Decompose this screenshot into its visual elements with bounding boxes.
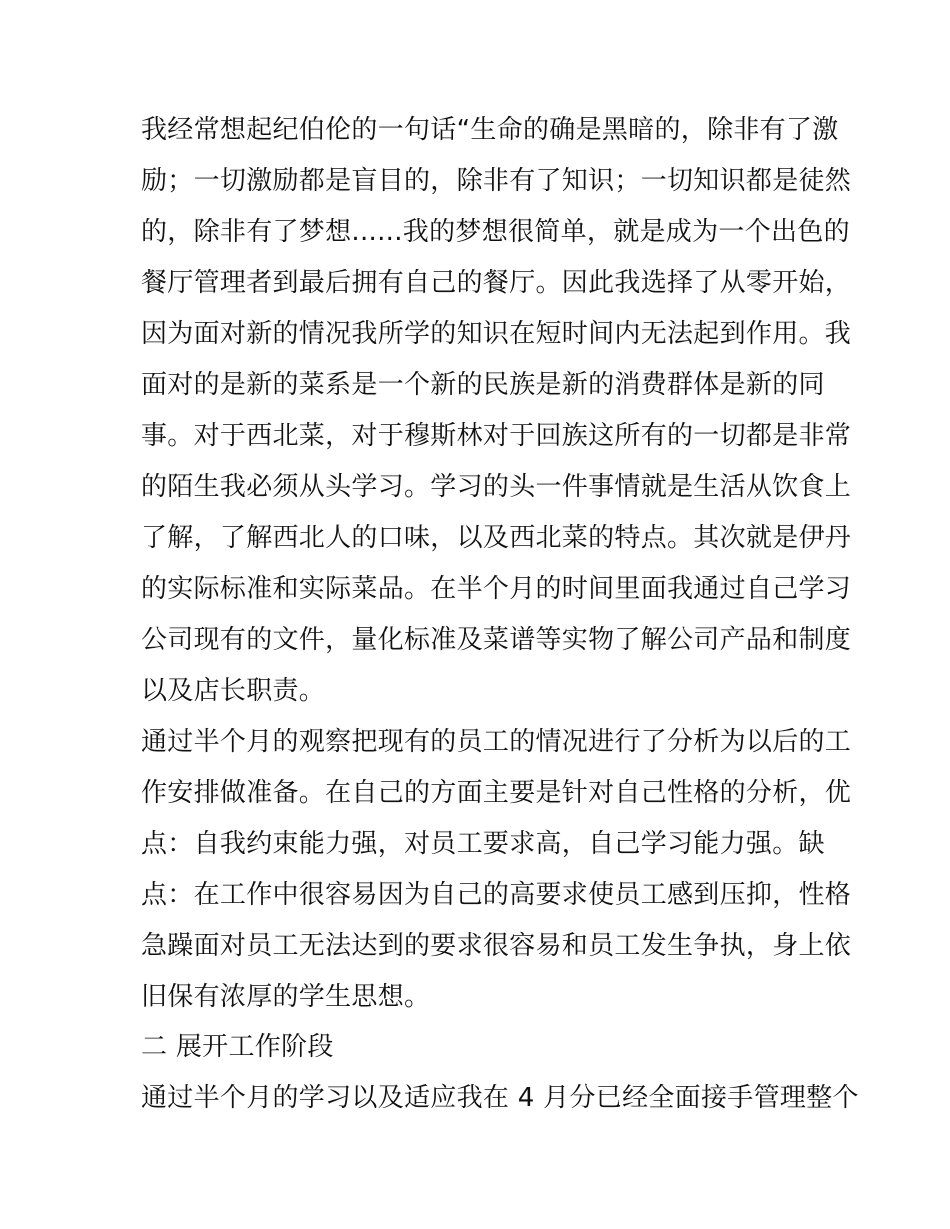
text-line: 以及店长职责。 [141, 676, 326, 706]
text-line: 点：在工作中很容易因为自己的高要求使员工感到压抑，性格 [141, 880, 852, 910]
text-line: 的陌生我必须从头学习。学习的头一件事情就是生活从饮食上 [141, 472, 852, 502]
text-line: 面对的是新的菜系是一个新的民族是新的消费群体是新的同 [141, 370, 825, 400]
text-line: 旧保有浓厚的学生思想。 [141, 982, 431, 1012]
text-line: 通过半个月的学习以及适应我在 4 月分已经全面接手管理整个 [141, 1083, 859, 1113]
text-line: 的，除非有了梦想......我的梦想很简单，就是成为一个出色的 [141, 217, 850, 247]
text-line: 通过半个月的观察把现有的员工的情况进行了分析为以后的工 [141, 727, 852, 757]
text-line: 励；一切激励都是盲目的，除非有了知识；一切知识都是徒然 [141, 166, 852, 196]
text-line: 急躁面对员工无法达到的要求很容易和员工发生争执，身上依 [141, 931, 852, 961]
text-line: 餐厅管理者到最后拥有自己的餐厅。因此我选择了从零开始， [141, 268, 852, 298]
text-line: 了解，了解西北人的口味，以及西北菜的特点。其次就是伊丹 [141, 523, 852, 553]
text-line: 的实际标准和实际菜品。在半个月的时间里面我通过自己学习 [141, 574, 852, 604]
text-line: 因为面对新的情况我所学的知识在短时间内无法起到作用。我 [141, 319, 852, 349]
text-line: 我经常想起纪伯伦的一句话“生命的确是黑暗的，除非有了激 [141, 115, 839, 145]
text-line: 公司现有的文件，量化标准及菜谱等实物了解公司产品和制度 [141, 625, 852, 655]
section-heading: 二 展开工作阶段 [141, 1032, 334, 1062]
text-line: 作安排做准备。在自己的方面主要是针对自己性格的分析，优 [141, 778, 852, 808]
text-line: 点：自我约束能力强，对员工要求高，自己学习能力强。缺 [141, 829, 825, 859]
text-line: 事。对于西北菜，对于穆斯林对于回族这所有的一切都是非常 [141, 421, 852, 451]
